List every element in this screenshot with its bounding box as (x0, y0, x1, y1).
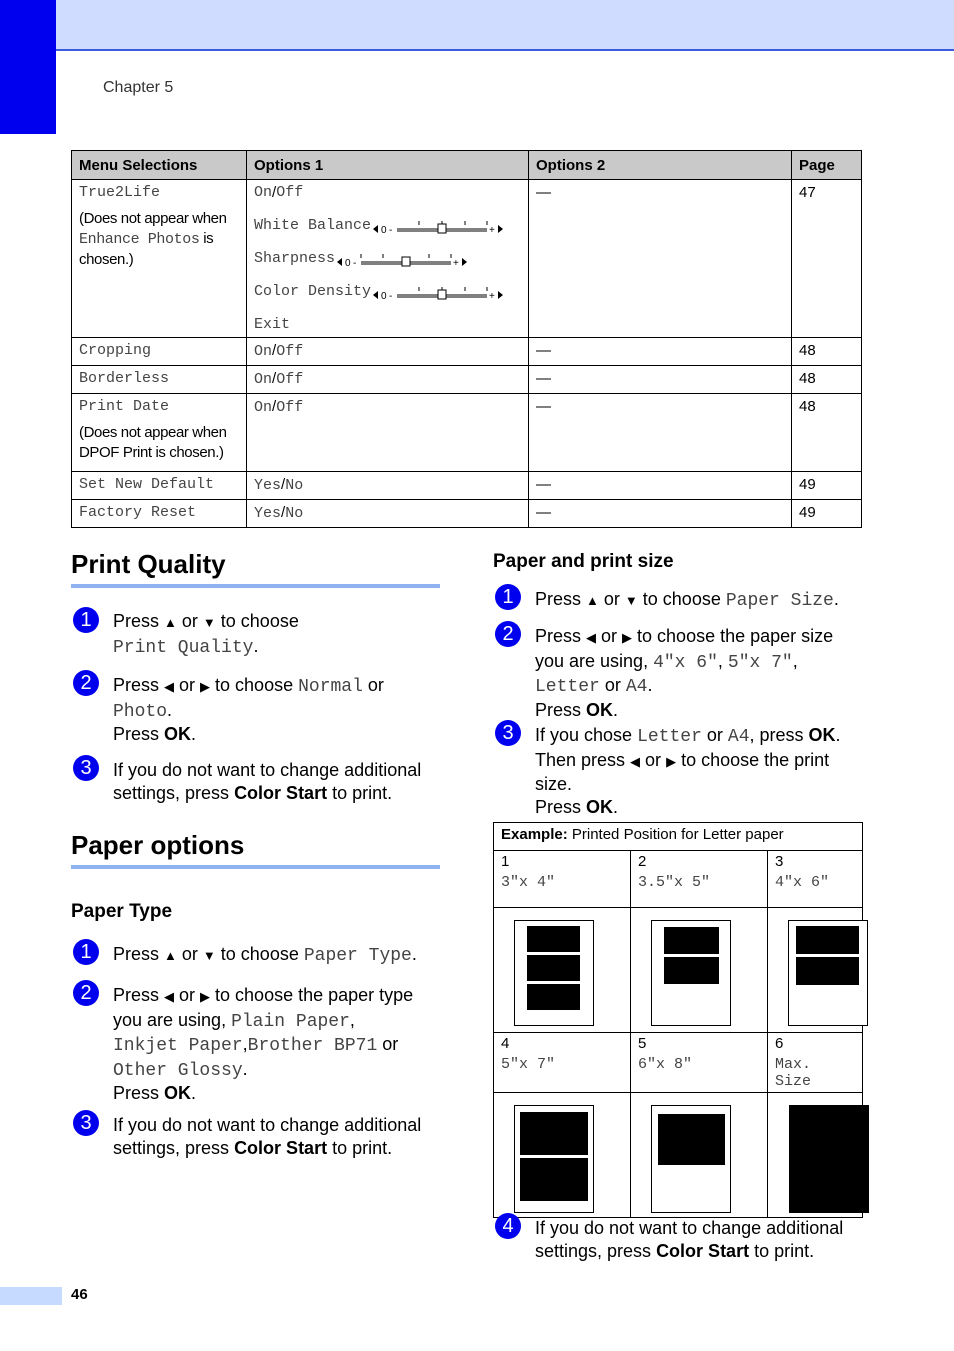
paper-sheet-icon (651, 920, 731, 1026)
step-2: Press ◀ or ▶ to choose Normal or Photo. Press OK. (113, 675, 384, 744)
option-onoff: On / Off (254, 184, 304, 201)
size-cell: 3 4"x 6" (768, 851, 863, 908)
photo-block (664, 927, 719, 954)
cell: — (529, 500, 792, 528)
step-2: Press ◀ or ▶ to choose the paper type you are using, Plain Paper, Inkjet Paper,Brother BP71 or Other Glossy. Press OK. (113, 985, 414, 1103)
photo-block (527, 926, 580, 952)
svg-text:+: + (453, 258, 459, 269)
cell: On/Off (247, 394, 529, 472)
step-number-icon: 3 (495, 720, 521, 746)
down-arrow-icon: ▼ (624, 593, 638, 608)
svg-text:-: - (389, 291, 393, 302)
step-number-icon: 2 (495, 621, 521, 647)
cell (72, 394, 247, 472)
cell: 47 (792, 180, 862, 338)
cell: — (529, 338, 792, 366)
step-1: Press ▲ or ▼ to choose Paper Type. (113, 944, 417, 966)
down-arrow-icon: ▼ (202, 615, 216, 630)
table-row (72, 472, 862, 500)
left-arrow-icon: ◀ (586, 630, 597, 645)
cell: 49 (792, 472, 862, 500)
table-row (72, 338, 862, 366)
option-white-balance: White Balance 0 - + (254, 217, 521, 250)
step-number-icon: 2 (73, 980, 99, 1006)
right-arrow-icon: ▶ (666, 753, 677, 769)
cell: On/Off (247, 366, 529, 394)
section-title-print-quality: Print Quality (71, 549, 226, 579)
chapter-tab (0, 0, 56, 134)
photo-block (664, 957, 719, 984)
step-1: Press ▲ or ▼ to choose Paper Size. (535, 589, 839, 611)
cell: 48 (792, 366, 862, 394)
photo-block (796, 926, 859, 954)
subsection-title-paper-type: Paper Type (71, 901, 173, 922)
option-sharpness: Sharpness 0 - + (254, 250, 521, 283)
cell: Yes/No (247, 472, 529, 500)
cell: — (529, 472, 792, 500)
paper-sheet-icon (789, 1105, 869, 1213)
slider-icon (373, 285, 508, 305)
layout-illustration (494, 908, 631, 1033)
step-number-icon: 1 (73, 607, 99, 633)
menu-selection: True2Life (79, 184, 161, 201)
cell: 49 (792, 500, 862, 528)
cell: 48 (792, 338, 862, 366)
cell: — (529, 394, 792, 472)
layout-illustration (631, 1093, 768, 1218)
left-arrow-icon: ◀ (630, 753, 641, 769)
menu-selection: Cropping (72, 338, 247, 366)
paper-sheet-icon (514, 1105, 594, 1213)
size-cell: 1 3"x 4" (494, 851, 631, 908)
layout-illustration (494, 1093, 631, 1218)
col-header: Options 1 (247, 151, 529, 180)
photo-block (527, 984, 580, 1010)
cell (72, 180, 247, 338)
left-arrow-icon: ◀ (164, 679, 175, 694)
note: (Does not appear when Enhance Photos is chosen.) (79, 210, 227, 268)
paper-sheet-icon (514, 920, 594, 1026)
table-header-row (72, 151, 862, 180)
svg-text:0: 0 (381, 225, 387, 236)
menu-selection: Factory Reset (72, 500, 247, 528)
svg-text:0: 0 (381, 291, 387, 302)
menu-table (71, 150, 862, 528)
step-1: Press ▲ or ▼ to choose Print Quality. (113, 611, 299, 658)
header-band (0, 0, 954, 51)
option-exit: Exit (254, 316, 291, 333)
col-header: Page (792, 151, 862, 180)
slider-icon (373, 219, 508, 239)
svg-text:0: 0 (345, 258, 351, 269)
step-number-icon: 4 (495, 1213, 521, 1239)
right-arrow-icon: ▶ (200, 989, 211, 1004)
photo-block (520, 1158, 588, 1201)
slider-icon (337, 252, 472, 272)
size-cell: 4 5"x 7" (494, 1033, 631, 1093)
step-3: If you do not want to change additional settings, press Color Start to print. (113, 1115, 422, 1158)
svg-text:+: + (489, 291, 495, 302)
menu-selection: Print Date (79, 398, 170, 415)
cell: — (529, 180, 792, 338)
photo-block (658, 1114, 725, 1165)
section-title-paper-options: Paper options (71, 830, 245, 860)
page-number-bar (0, 1287, 62, 1305)
right-arrow-icon: ▶ (200, 679, 211, 694)
cell: 48 (792, 394, 862, 472)
step-number-icon: 3 (73, 755, 99, 781)
paper-sheet-icon (651, 1105, 731, 1213)
up-arrow-icon: ▲ (586, 593, 599, 608)
step-4: If you do not want to change additional settings, press Color Start to print. (535, 1218, 844, 1261)
table-row (72, 366, 862, 394)
right-arrow-icon: ▶ (622, 630, 633, 645)
subsection-title-paper-size: Paper and print size (493, 551, 674, 572)
step-2: Press ◀ or ▶ to choose the paper size you are using, 4"x 6", 5"x 7", Letter or A4. Press OK. (535, 626, 834, 720)
size-cell: 6 Max. Size (768, 1033, 863, 1093)
cell (247, 180, 529, 338)
table-row (72, 394, 862, 472)
paper-sheet-icon (788, 920, 868, 1026)
cell: Yes/No (247, 500, 529, 528)
example-caption: Example: Printed Position for Letter paper (494, 823, 863, 851)
size-cell: 2 3.5"x 5" (631, 851, 768, 908)
svg-text:-: - (353, 258, 357, 269)
left-arrow-icon: ◀ (164, 989, 175, 1004)
note: (Does not appear when DPOF Print is chosen.) (79, 424, 227, 461)
photo-block (520, 1112, 588, 1155)
layout-illustration (631, 908, 768, 1033)
menu-selection: Borderless (72, 366, 247, 394)
col-header: Options 2 (529, 151, 792, 180)
table-row (72, 180, 862, 338)
option-color-density: Color Density 0 - + (254, 283, 521, 316)
page-number: 46 (71, 1286, 88, 1303)
svg-text:-: - (389, 225, 393, 236)
example-table (493, 822, 863, 1218)
step-number-icon: 1 (495, 584, 521, 610)
up-arrow-icon: ▲ (164, 948, 177, 963)
svg-text:+: + (489, 225, 495, 236)
section-rule (71, 865, 440, 869)
step-number-icon: 3 (73, 1110, 99, 1136)
photo-block (527, 955, 580, 981)
step-3: If you chose Letter or A4, press OK. Then press ◀ or ▶ to choose the print size. Press OK. (535, 725, 841, 817)
section-rule (71, 584, 440, 588)
cell: — (529, 366, 792, 394)
layout-illustration (768, 908, 863, 1033)
up-arrow-icon: ▲ (164, 615, 177, 630)
layout-illustration (768, 1093, 863, 1218)
step-number-icon: 2 (73, 670, 99, 696)
menu-selection: Set New Default (72, 472, 247, 500)
photo-block (796, 957, 859, 985)
down-arrow-icon: ▼ (202, 948, 216, 963)
size-cell: 5 6"x 8" (631, 1033, 768, 1093)
chapter-label: Chapter 5 (103, 79, 174, 96)
step-number-icon: 1 (73, 939, 99, 965)
cell: On/Off (247, 338, 529, 366)
step-3: If you do not want to change additional settings, press Color Start to print. (113, 760, 422, 803)
col-header: Menu Selections (72, 151, 247, 180)
table-row (72, 500, 862, 528)
